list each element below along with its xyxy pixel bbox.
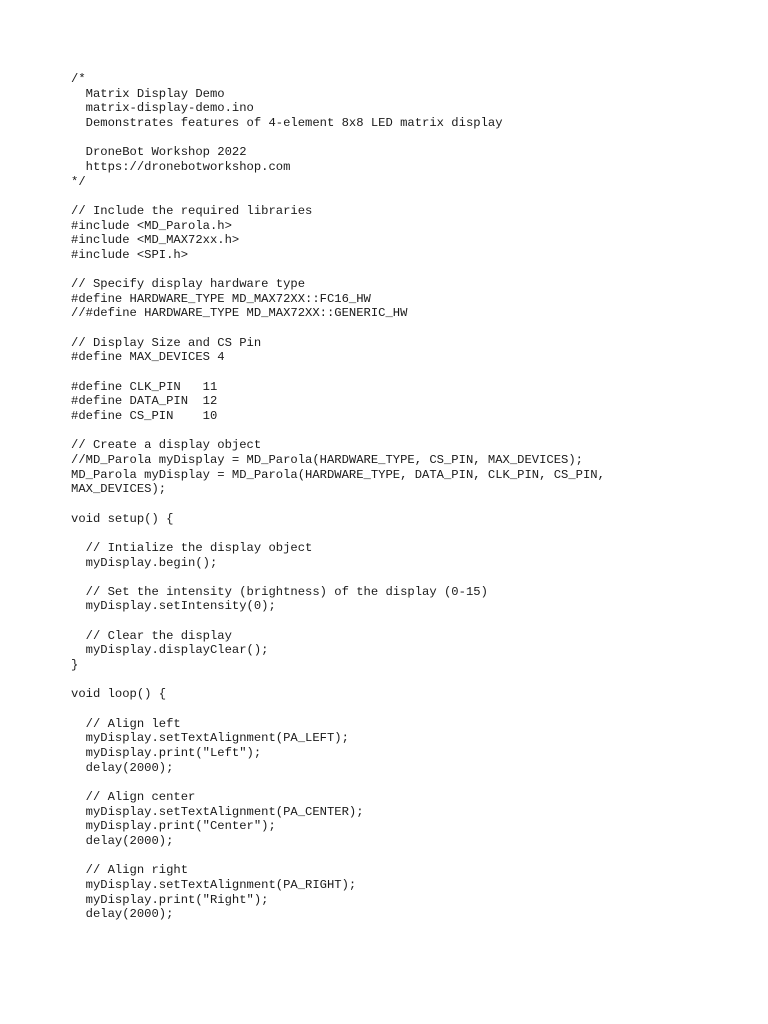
code-line bbox=[71, 424, 605, 439]
code-line: #include <MD_MAX72xx.h> bbox=[71, 233, 240, 248]
code-line bbox=[71, 673, 605, 688]
code-line: myDisplay.print("Left"); bbox=[71, 746, 262, 760]
code-line: myDisplay.setTextAlignment(PA_RIGHT); bbox=[71, 877, 357, 892]
code-line: //MD_Parola myDisplay = MD_Parola(HARDWARE_TYPE, CS_PIN, MAX_DEVICES); bbox=[71, 452, 583, 467]
code-line: // Align center bbox=[71, 789, 196, 804]
code-line: #define CS_PIN 10 bbox=[71, 409, 218, 424]
code-line: } bbox=[71, 658, 79, 673]
code-line: // Specify display hardware type bbox=[71, 277, 306, 292]
code-line: Demonstrates features of 4-element 8x8 LED matrix display bbox=[71, 115, 503, 130]
code-listing bbox=[71, 72, 605, 922]
code-line: myDisplay.setIntensity(0); bbox=[71, 599, 276, 614]
code-line: */ bbox=[71, 174, 86, 189]
code-line: MD_Parola myDisplay = MD_Parola(HARDWARE_TYPE, DATA_PIN, CLK_PIN, CS_PIN, bbox=[71, 467, 605, 482]
code-line bbox=[71, 614, 605, 629]
code-line: void setup() { bbox=[71, 511, 174, 526]
code-line bbox=[71, 526, 605, 541]
code-line: Matrix Display Demo bbox=[71, 86, 225, 101]
code-line: myDisplay.displayClear(); bbox=[71, 643, 269, 658]
code-line: matrix-display-demo.ino bbox=[71, 101, 254, 116]
code-line bbox=[71, 263, 605, 278]
code-line: #include <MD_Parola.h> bbox=[71, 218, 232, 233]
code-line: // Intialize the display object bbox=[71, 540, 313, 555]
code-line: myDisplay.setTextAlignment(PA_CENTER); bbox=[71, 804, 364, 819]
code-line: // Set the intensity (brightness) of the display (0-15) bbox=[71, 584, 488, 599]
code-line: delay(2000); bbox=[71, 760, 174, 775]
code-line: myDisplay.begin(); bbox=[71, 555, 218, 570]
code-line bbox=[71, 189, 605, 204]
code-line bbox=[71, 702, 605, 717]
code-line: void loop() { bbox=[71, 687, 167, 702]
code-line: #define DATA_PIN 12 bbox=[71, 394, 218, 409]
code-line: #define MAX_DEVICES 4 bbox=[71, 350, 225, 365]
code-line: // Align right bbox=[71, 863, 189, 878]
code-line: // Align left bbox=[71, 716, 181, 731]
code-line: delay(2000); bbox=[71, 907, 174, 922]
code-line: #include <SPI.h> bbox=[71, 247, 189, 262]
code-line: // Display Size and CS Pin bbox=[71, 335, 262, 350]
code-line: // Include the required libraries bbox=[71, 203, 313, 218]
code-line: delay(2000); bbox=[71, 833, 174, 848]
code-line: myDisplay.print("Right"); bbox=[71, 892, 269, 907]
code-line bbox=[71, 131, 605, 146]
code-line: //#define HARDWARE_TYPE MD_MAX72XX::GENERIC_HW bbox=[71, 306, 408, 321]
code-line: myDisplay.print("Center"); bbox=[71, 819, 276, 834]
code-line bbox=[71, 497, 605, 512]
code-line bbox=[71, 570, 605, 585]
code-line bbox=[71, 849, 605, 864]
code-line bbox=[71, 321, 605, 336]
code-line bbox=[71, 365, 605, 380]
code-line: myDisplay.setTextAlignment(PA_LEFT); bbox=[71, 731, 349, 746]
code-line: https://dronebotworkshop.com bbox=[71, 159, 291, 174]
code-line: #define CLK_PIN 11 bbox=[71, 379, 218, 394]
code-line: DroneBot Workshop 2022 bbox=[71, 145, 247, 160]
code-line: // Clear the display bbox=[71, 628, 232, 643]
code-line: #define HARDWARE_TYPE MD_MAX72XX::FC16_HW bbox=[71, 291, 371, 306]
code-line bbox=[71, 775, 605, 790]
code-line: MAX_DEVICES); bbox=[71, 482, 167, 497]
code-line: // Create a display object bbox=[71, 438, 262, 453]
code-line: /* bbox=[71, 72, 86, 86]
